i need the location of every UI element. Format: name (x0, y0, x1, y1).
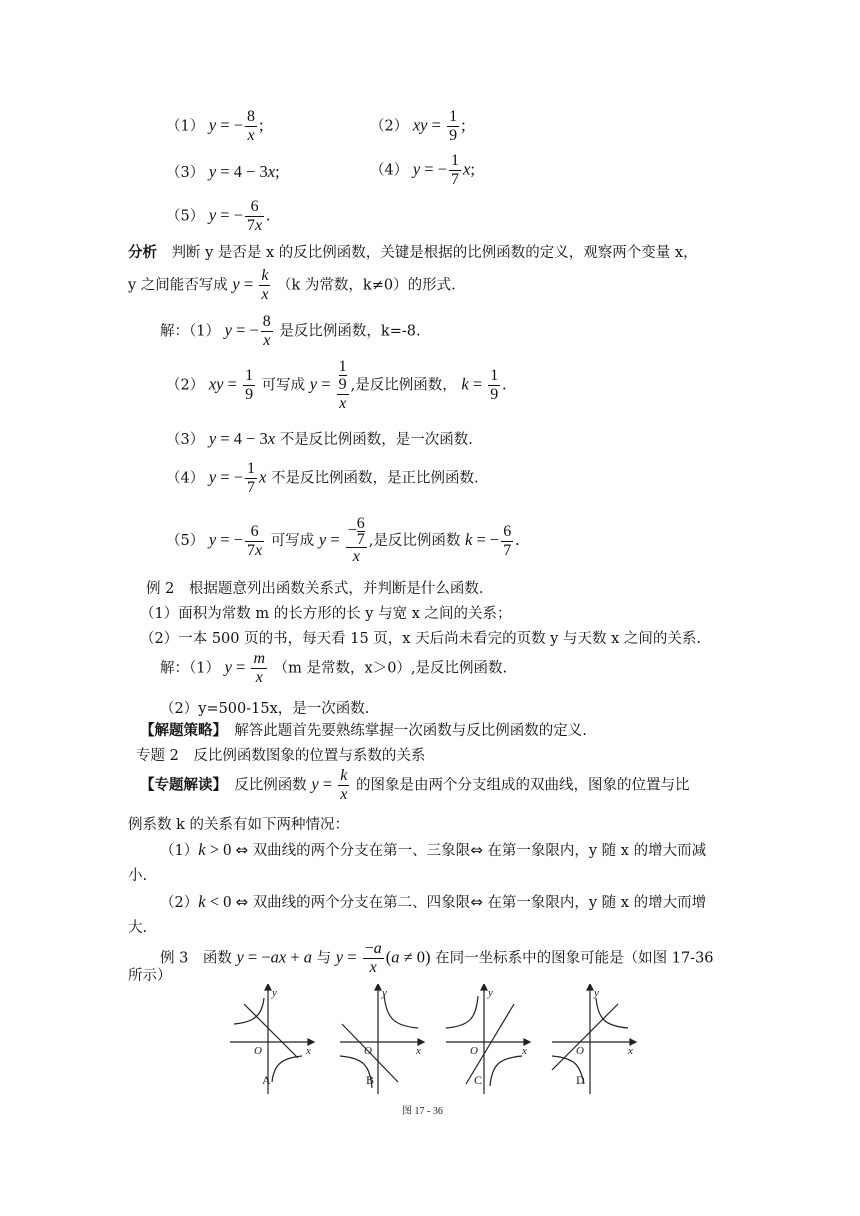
example-3-line-2: 所示） (128, 968, 172, 984)
case-2-tail: 大. (128, 920, 148, 936)
axis-x-label-a: x (306, 1045, 311, 1057)
topic-2-reading: 【专题解读】 反比例函数 y = $\frac{k}{x}$ 的图象是由两个分支组成的双曲线，图象的位置与比 (140, 767, 690, 803)
strategy: 【解题策略】 解答此题首先要熟练掌握一次函数与反比例函数的定义. (140, 722, 587, 739)
case-2: （2）k < 0 ⇔ 双曲线的两个分支在第二、四象限⇔ 在第一象限内，y 随 x 的增大而增 (160, 892, 707, 911)
solution-5: （5） y = − $\frac{6}{7x}$ 可写成 y = − $\frac{6}{7}$ x ,是反比例函数 k = − $\frac{6}{7}$ . (166, 515, 520, 565)
example-2-a2: （2）y=500-15x，是一次函数. (160, 701, 370, 717)
axis-x-label-d: x (628, 1045, 633, 1057)
case-1-tail: 小. (128, 868, 148, 884)
problem-4: （4） y = − $\frac{1}{7}$ x; (370, 152, 475, 188)
figure-17-36 (226, 984, 646, 1120)
axis-y-label-a: y (272, 987, 277, 999)
example-2-title: 例 2 根据题意列出函数关系式，并判断是什么函数. (146, 581, 484, 597)
graph-d (552, 984, 636, 1094)
analysis-line-2: y 之间能否写成 y = $\frac{k}{x}$ （k 为常数，k≠0）的形式. (128, 267, 456, 303)
label-b: B (366, 1073, 375, 1087)
solution-1: 解：（1） y = − $\frac{8}{x}$ 是反比例函数，k=-8. (160, 313, 421, 349)
graph-b (340, 984, 424, 1094)
axis-y-label-c: y (488, 987, 493, 999)
label-a: A (262, 1073, 271, 1087)
axis-x-label-b: x (416, 1045, 421, 1057)
analysis-line-1: 分析 判断 y 是否是 x 的反比例函数，关键是根据的比例函数的定义，观察两个变量 x， (128, 244, 698, 261)
origin-label-d: O (576, 1045, 584, 1057)
example-3: 例 3 函数 y = −ax + a 与 y = $\frac{-a}{x}$ (a ≠ 0) 在同一坐标系中的图象可能是（如图 17-36 (160, 940, 714, 976)
origin-label-c: O (470, 1045, 478, 1057)
figure-caption: 图 17 - 36 (402, 1106, 443, 1117)
case-1: （1）k > 0 ⇔ 双曲线的两个分支在第一、三象限⇔ 在第一象限内，y 随 x 的增大而减 (160, 840, 707, 859)
example-2-a1: 解：（1） y = $\frac{m}{x}$ （m 是常数，x＞0）,是反比例函数. (160, 650, 508, 686)
topic-2-title: 专题 2 反比例函数图象的位置与系数的关系 (136, 748, 426, 764)
topic-2-reading-2: 例系数 k 的关系有如下两种情况： (128, 817, 350, 833)
solution-2: （2） xy = $\frac{1}{9}$ 可写成 y = 1 9 x ,是反比例函数， k = $\frac{1}{9}$ . (166, 358, 507, 412)
graph-a (230, 984, 314, 1094)
origin-label-b: O (364, 1045, 372, 1057)
origin-label-a: O (254, 1045, 262, 1057)
problem-3: （3） y = 4 − 3x; (166, 162, 280, 181)
axis-y-label-b: y (382, 987, 387, 999)
problem-5: （5） y = − $\frac{6}{7x}$ . (166, 198, 271, 234)
solution-4: （4） y = − $\frac{1}{7}$ x 不是反比例函数，是正比例函数. (166, 460, 479, 496)
axis-y-label-d: y (594, 987, 599, 999)
axis-x-label-c: x (522, 1045, 527, 1057)
problem-1: （1） y = − $\frac{8}{x}$ ; (166, 108, 264, 144)
example-2-q1: （1）面积为常数 m 的长方形的长 y 与宽 x 之间的关系； (140, 606, 512, 622)
graph-c (446, 984, 530, 1094)
label-d: D (576, 1073, 585, 1087)
label-c: C (474, 1073, 483, 1087)
solution-3: （3） y = 4 − 3x 不是反比例函数，是一次函数. (166, 429, 473, 448)
example-2-q2: （2）一本 500 页的书，每天看 15 页，x 天后尚未看完的页数 y 与天数 x 之间的关系. (140, 631, 701, 647)
problem-2: （2） xy = $\frac{1}{9}$ ; (370, 108, 466, 144)
